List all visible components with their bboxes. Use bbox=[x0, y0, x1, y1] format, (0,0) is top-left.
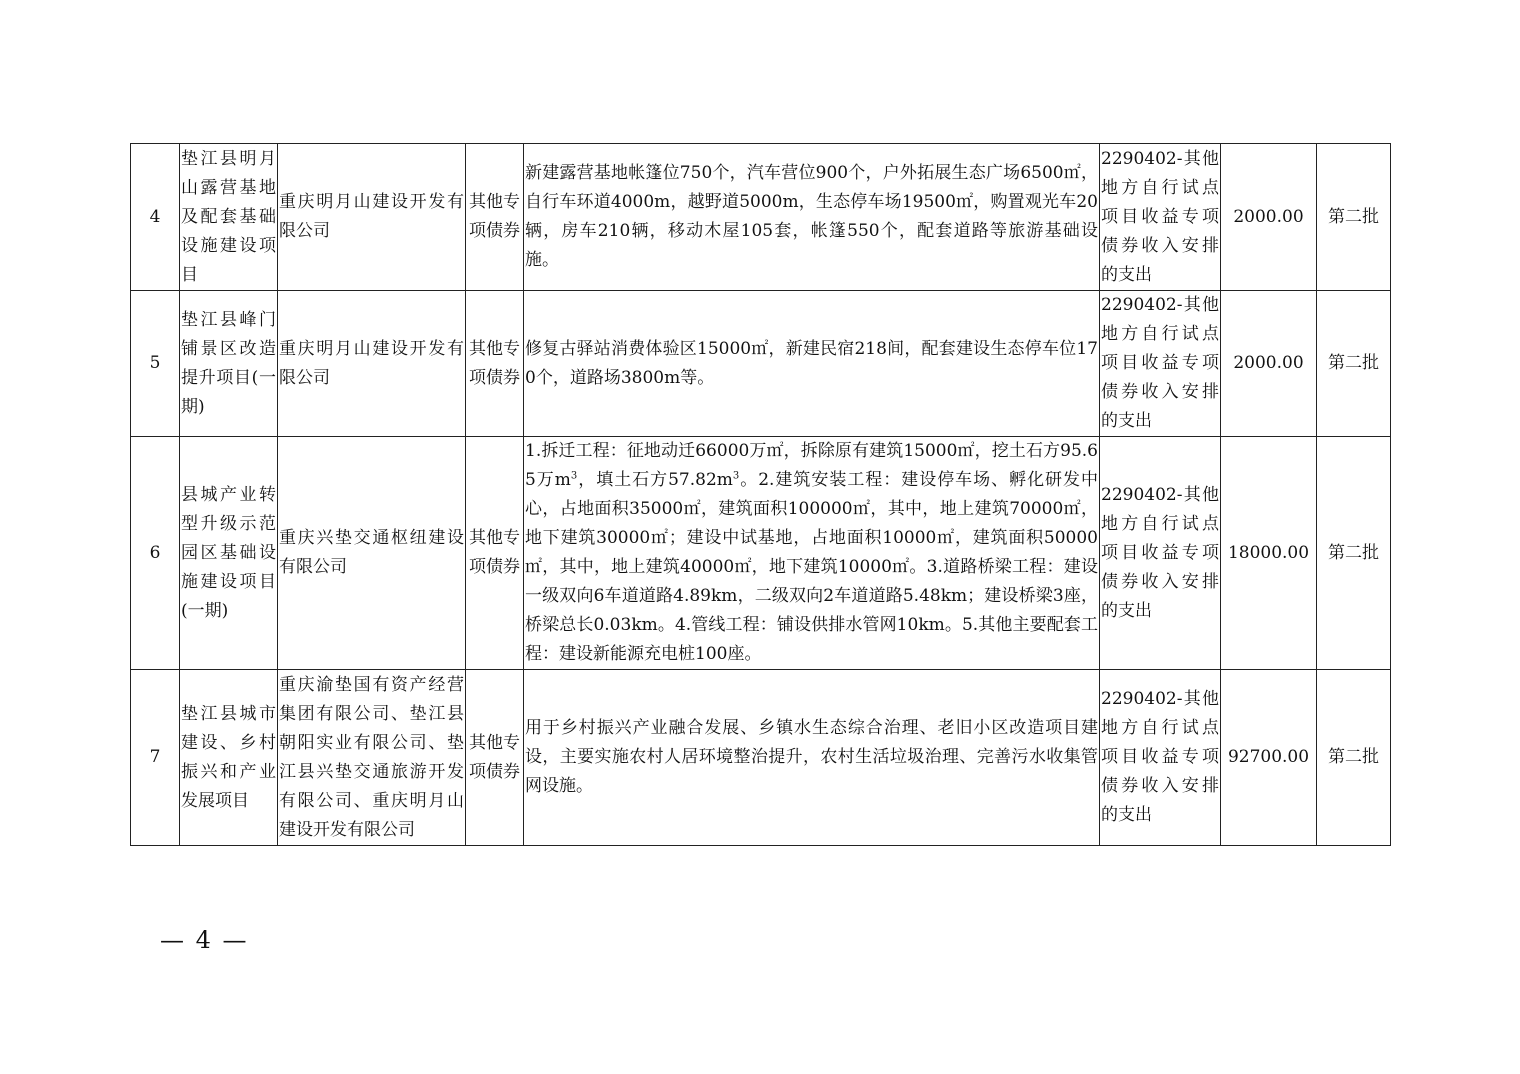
bond-type: 其他专项债券 bbox=[466, 437, 524, 670]
construction-content: 用于乡村振兴产业融合发展、乡镇水生态综合治理、老旧小区改造项目建设，主要实施农村人居环境整治提升，农村生活垃圾治理、完善污水收集管网设施。 bbox=[524, 670, 1100, 846]
implementing-unit: 重庆兴垫交通枢纽建设有限公司 bbox=[278, 437, 466, 670]
bond-type: 其他专项债券 bbox=[466, 670, 524, 846]
content-part: ，填土石方57.82m bbox=[577, 470, 733, 490]
project-name: 垫江县城市建设、乡村振兴和产业发展项目 bbox=[180, 670, 278, 846]
budget-subject: 2290402-其他地方自行试点项目收益专项债券收入安排的支出 bbox=[1100, 670, 1221, 846]
superscript-3: 3 bbox=[570, 470, 578, 482]
implementing-unit: 重庆渝垫国有资产经营集团有限公司、垫江县朝阳实业有限公司、垫江县兴垫交通旅游开发有限公司、重庆明月山建设开发有限公司 bbox=[278, 670, 466, 846]
project-table bbox=[130, 143, 1391, 846]
construction-content: 新建露营基地帐篷位750个，汽车营位900个，户外拓展生态广场6500㎡，自行车环道4000m，越野道5000m，生态停车场19500㎡，购置观光车20辆，房车210辆，移动木屋105套，帐篷550个，配套道路等旅游基础设施。 bbox=[524, 144, 1100, 291]
superscript-3: 3 bbox=[732, 470, 740, 482]
implementing-unit: 重庆明月山建设开发有限公司 bbox=[278, 291, 466, 437]
implementing-unit: 重庆明月山建设开发有限公司 bbox=[278, 144, 466, 291]
row-number: 7 bbox=[131, 670, 180, 846]
table-row bbox=[131, 437, 1391, 670]
row-number: 6 bbox=[131, 437, 180, 670]
bond-type: 其他专项债券 bbox=[466, 291, 524, 437]
batch: 第二批 bbox=[1317, 291, 1391, 437]
page-number: — 4 — bbox=[160, 926, 249, 954]
content-part: 1.拆迁工程：征地动迁66000万㎡，拆除原有建筑15000㎡，挖土石方95.65万m bbox=[525, 441, 1098, 490]
project-name: 垫江县明月山露营基地及配套基础设施建设项目 bbox=[180, 144, 278, 291]
table-row bbox=[131, 144, 1391, 291]
bond-amount: 92700.00 bbox=[1221, 670, 1317, 846]
budget-subject: 2290402-其他地方自行试点项目收益专项债券收入安排的支出 bbox=[1100, 437, 1221, 670]
budget-subject: 2290402-其他地方自行试点项目收益专项债券收入安排的支出 bbox=[1100, 291, 1221, 437]
batch: 第二批 bbox=[1317, 437, 1391, 670]
project-name: 垫江县峰门铺景区改造提升项目(一期) bbox=[180, 291, 278, 437]
content-part: 。2.建筑安装工程：建设停车场、孵化研发中心，占地面积35000㎡，建筑面积100000㎡，其中，地上建筑70000㎡，地下建筑30000㎡；建设中试基地，占地面积10000㎡，建筑面积50000㎡，其中，地上建筑40000㎡，地下建筑10000㎡。3.道路桥梁工程：建设一级双向6车道道路4.89km，二级双向2车道道路5.48km；建设桥梁3座，桥梁总长0.03km。4.管线工程：铺设供排水管网10km。5.其他主要配套工程：建设新能源充电桩100座。 bbox=[525, 470, 1098, 664]
construction-content: 修复古驿站消费体验区15000㎡，新建民宿218间，配套建设生态停车位170个，道路场3800m等。 bbox=[524, 291, 1100, 437]
table-row bbox=[131, 670, 1391, 846]
project-name: 县城产业转型升级示范园区基础设施建设项目(一期) bbox=[180, 437, 278, 670]
bond-amount: 2000.00 bbox=[1221, 144, 1317, 291]
bond-amount: 18000.00 bbox=[1221, 437, 1317, 670]
construction-content bbox=[524, 437, 1100, 670]
budget-subject: 2290402-其他地方自行试点项目收益专项债券收入安排的支出 bbox=[1100, 144, 1221, 291]
batch: 第二批 bbox=[1317, 670, 1391, 846]
bond-amount: 2000.00 bbox=[1221, 291, 1317, 437]
row-number: 4 bbox=[131, 144, 180, 291]
table-row bbox=[131, 291, 1391, 437]
batch: 第二批 bbox=[1317, 144, 1391, 291]
bond-type: 其他专项债券 bbox=[466, 144, 524, 291]
row-number: 5 bbox=[131, 291, 180, 437]
